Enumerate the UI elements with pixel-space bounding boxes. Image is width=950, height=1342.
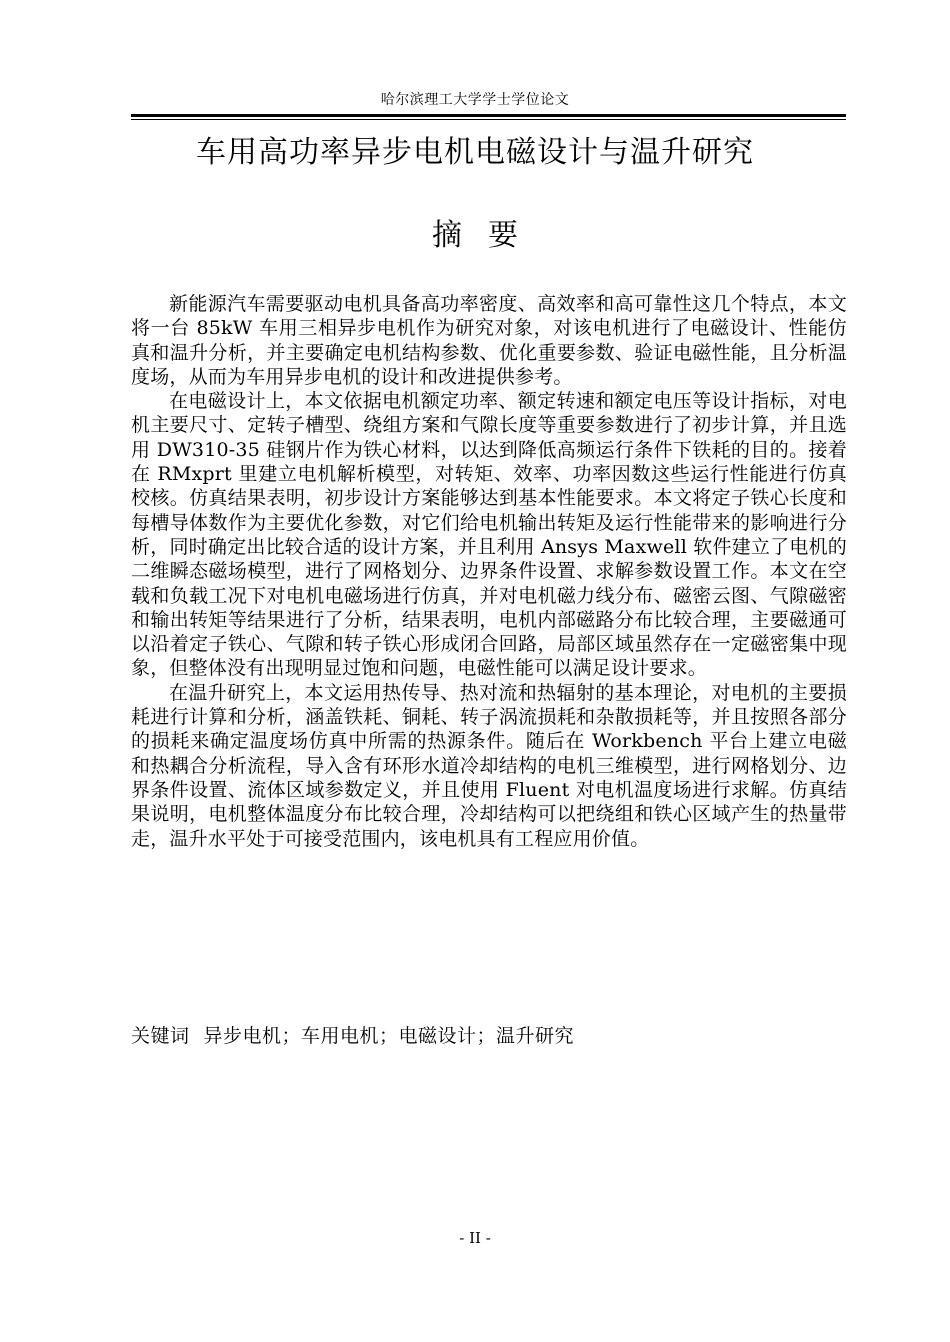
abstract-paragraph-1: 新能源汽车需要驱动电机具备高功率密度、高效率和高可靠性这几个特点，本文将一台 85kW 车用三相异步电机作为研究对象，对该电机进行了电磁设计、性能仿真和温升分析，并主要确定电机结构参数、优化重要参数、验证电磁性能，且分析温度场，从而为车用异步电机的设计和改进提供参考。: [131, 293, 847, 388]
thesis-title: 车用高功率异步电机电磁设计与温升研究: [196, 135, 754, 170]
abstract-paragraph-3: 在温升研究上，本文运用热传导、热对流和热辐射的基本理论，对电机的主要损耗进行计算和分析，涵盖铁耗、铜耗、转子涡流损耗和杂散损耗等，并且按照各部分的损耗来确定温度场仿真中所需的热源条件。随后在 Workbench 平台上建立电磁和热耦合分析流程，导入含有环形水道冷却结构的电机三维模型，进行网格划分、边界条件设置、流体区域参数定义，并且使用 Fluent 对电机温度场进行求解。仿真结果说明，电机整体温度分布比较合理，冷却结构可以把绕组和铁心区域产生的热量带走，温升水平处于可接受范围内，该电机具有工程应用价值。: [131, 681, 847, 850]
keywords-label: 关键词: [131, 1025, 190, 1047]
abstract-heading: 摘要: [432, 218, 544, 253]
keywords-text: 异步电机；车用电机；电磁设计；温升研究: [203, 1025, 575, 1047]
abstract-body: [131, 292, 847, 851]
page-number: - II -: [459, 1229, 491, 1247]
abstract-paragraph-2: 在电磁设计上，本文依据电机额定功率、额定转速和额定电压等设计指标，对电机主要尺寸、定转子槽型、绕组方案和气隙长度等重要参数进行了初步计算，并且选用 DW310-35 硅钢片作为铁心材料，以达到降低高频运行条件下铁耗的目的。接着在 RMxprt 里建立电机解析模型，对转矩、效率、功率因数这些运行性能进行仿真校核。仿真结果表明，初步设计方案能够达到基本性能要求。本文将定子铁心长度和每槽导体数作为主要优化参数，对它们给电机输出转矩及运行性能带来的影响进行分析，同时确定出比较合适的设计方案，并且利用 Ansys Maxwell 软件建立了电机的二维瞬态磁场模型，进行了网格划分、边界条件设置、求解参数设置工作。本文在空载和负载工况下对电机电磁场进行仿真，并对电机磁力线分布、磁密云图、气隙磁密和输出转矩等结果进行了分析，结果表明，电机内部磁路分布比较合理，主要磁通可以沿着定子铁心、气隙和转子铁心形成闭合回路，局部区域虽然存在一定磁密集中现象，但整体没有出现明显过饱和问题，电磁性能可以满足设计要求。: [131, 390, 847, 680]
running-header: 哈尔滨理工大学学士学位论文: [380, 92, 570, 108]
header-rule-thick: [131, 114, 846, 117]
header-rule-thin: [131, 119, 846, 120]
keywords-line: [131, 1023, 847, 1049]
